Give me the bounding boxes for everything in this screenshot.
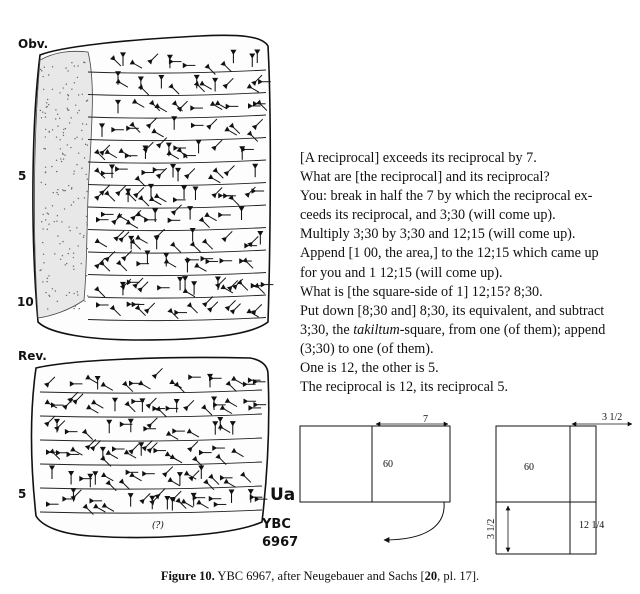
stipple-dot <box>42 242 43 243</box>
stipple-dot <box>76 137 77 138</box>
stipple-dot <box>56 220 57 221</box>
figure-caption <box>0 568 640 584</box>
stipple-dot <box>68 253 69 254</box>
caption-text-before: YBC 6967, after Neugebauer and Sachs [ <box>214 569 425 583</box>
stipple-dot <box>73 269 74 270</box>
stipple-dot <box>82 123 83 124</box>
stipple-dot <box>43 148 44 149</box>
stipple-dot <box>59 118 60 119</box>
left-width-label: 7 <box>423 414 428 425</box>
stipple-dot <box>79 308 80 309</box>
translation-line <box>300 244 625 263</box>
stipple-dot <box>73 308 74 309</box>
stipple-dot <box>86 275 87 276</box>
stipple-dot <box>56 192 57 193</box>
stipple-dot <box>63 87 64 88</box>
translation-line <box>300 302 625 321</box>
figure-label: Figure 10. <box>160 569 215 583</box>
stipple-dot <box>69 230 70 231</box>
stipple-dot <box>42 228 43 229</box>
reverse-outline <box>32 357 269 537</box>
stipple-dot <box>45 207 46 208</box>
stipple-dot <box>67 70 68 71</box>
stipple-dot <box>48 295 49 296</box>
stipple-dot <box>87 248 88 249</box>
stipple-dot <box>62 153 63 154</box>
stipple-dot <box>55 109 56 110</box>
stipple-dot <box>64 208 65 209</box>
line-marker-5: 5 <box>18 169 27 183</box>
stipple-dot <box>65 128 66 129</box>
left-square-a <box>300 426 372 502</box>
stipple-dot <box>52 89 53 90</box>
translation-line <box>300 206 625 225</box>
translation-line-text: Append [1 00, the area,] to the 12;15 which came up <box>300 245 599 262</box>
obverse-label: Obv. <box>18 37 49 51</box>
left-diagram <box>300 414 450 540</box>
translation-line <box>300 168 625 187</box>
caption-ref-number: 20 <box>424 569 438 583</box>
translation-line-text: The reciprocal is 12, its reciprocal 5. <box>300 379 508 396</box>
move-arrow <box>384 502 444 540</box>
stipple-dot <box>87 178 88 179</box>
right-top-label: 3 1/2 <box>602 412 623 423</box>
stipple-dot <box>45 292 46 293</box>
stipple-dot <box>68 226 69 227</box>
stipple-dot <box>57 301 58 302</box>
translation-line <box>300 187 625 206</box>
stipple-dot <box>84 157 85 158</box>
stipple-dot <box>74 138 75 139</box>
stipple-dot <box>47 229 48 230</box>
right-square-label: 12 1/4 <box>579 520 605 531</box>
translation-line <box>300 340 625 359</box>
stipple-dot <box>70 117 71 118</box>
translation-line-text: Multiply 3;30 by 3;30 and 12;15 (will come up). <box>300 226 576 243</box>
stipple-dot <box>69 122 70 123</box>
stipple-dot <box>87 144 88 145</box>
reverse-label: Rev. <box>18 349 47 363</box>
stipple-dot <box>59 243 60 244</box>
stipple-dot <box>47 99 48 100</box>
stipple-dot <box>77 65 78 66</box>
translation-line-text: for you and 1 12;15 (will come up). <box>300 264 503 281</box>
stipple-dot <box>86 222 87 223</box>
stipple-dot <box>67 108 68 109</box>
stipple-dot <box>83 235 84 236</box>
translation-line <box>300 264 625 283</box>
stipple-dot <box>85 144 86 145</box>
stipple-dot <box>87 295 88 296</box>
right-area-label: 60 <box>524 462 534 473</box>
stipple-dot <box>64 154 65 155</box>
right-diagram <box>486 412 632 554</box>
stipple-dot <box>48 213 49 214</box>
stipple-dot <box>47 278 48 279</box>
stipple-dot <box>45 129 46 130</box>
stipple-dot <box>56 136 57 137</box>
stipple-dot <box>78 198 79 199</box>
stipple-dot <box>52 129 53 130</box>
stipple-dot <box>63 135 64 136</box>
caption-text-after: , pl. 17]. <box>437 569 480 583</box>
stipple-dot <box>43 254 44 255</box>
translation-line <box>300 149 625 168</box>
stipple-dot <box>48 131 49 132</box>
stipple-dot <box>57 235 58 236</box>
stipple-dot <box>68 110 69 111</box>
stipple-dot <box>73 252 74 253</box>
stipple-dot <box>71 187 72 188</box>
stipple-dot <box>81 130 82 131</box>
stipple-dot <box>73 293 74 294</box>
stipple-dot <box>61 221 62 222</box>
stipple-dot <box>62 189 63 190</box>
translation-line-text: 3;30, the <box>300 321 354 338</box>
translation-text <box>300 149 625 397</box>
stipple-dot <box>42 111 43 112</box>
stipple-dot <box>60 259 61 260</box>
stipple-dot <box>47 213 48 214</box>
stipple-dot <box>44 66 45 67</box>
stipple-dot <box>59 139 60 140</box>
stipple-dot <box>45 184 46 185</box>
stipple-dot <box>87 224 88 225</box>
stipple-dot <box>77 77 78 78</box>
stipple-dot <box>78 94 79 95</box>
bottom-mark: (?) <box>152 521 164 531</box>
stipple-dot <box>57 215 58 216</box>
stipple-dot <box>77 112 78 113</box>
translation-line-text-cont: -square, from one (of them); append <box>399 321 606 338</box>
stipple-dot <box>45 171 46 172</box>
stipple-dot <box>45 219 46 220</box>
stipple-dot <box>75 306 76 307</box>
stipple-dot <box>66 263 67 264</box>
stipple-dot <box>41 117 42 118</box>
stipple-dot <box>77 294 78 295</box>
stipple-dot <box>65 67 66 68</box>
stipple-dot <box>62 255 63 256</box>
stipple-dot <box>40 110 41 111</box>
stipple-dot <box>41 70 42 71</box>
stipple-dot <box>75 104 76 105</box>
translation-line-text: Put down [8;30 and] 8;30, its equivalent, and subtract <box>300 302 605 319</box>
stipple-dot <box>51 166 52 167</box>
translation-line-text: One is 12, the other is 5. <box>300 360 439 377</box>
stipple-dot <box>57 114 58 115</box>
stipple-dot <box>73 257 74 258</box>
stipple-dot <box>47 308 48 309</box>
stipple-dot <box>41 182 42 183</box>
stipple-dot <box>63 132 64 133</box>
stipple-dot <box>55 118 56 119</box>
stipple-dot <box>87 100 88 101</box>
stipple-dot <box>69 292 70 293</box>
translation-line-text: What are [the reciprocal] and its reciprocal? <box>300 169 550 186</box>
translation-line <box>300 378 625 397</box>
stipple-dot <box>86 191 87 192</box>
translation-line-text: [A reciprocal] exceeds its reciprocal by 7. <box>300 150 537 166</box>
stipple-dot <box>48 74 49 75</box>
stipple-dot <box>63 190 64 191</box>
stipple-dot <box>81 263 82 264</box>
stipple-dot <box>63 158 64 159</box>
stipple-dot <box>73 265 74 266</box>
left-area-label: 60 <box>383 459 393 470</box>
stipple-dot <box>56 171 57 172</box>
line-marker-reverse-5: 5 <box>18 487 27 501</box>
stipple-dot <box>46 281 47 282</box>
stipple-dot <box>81 167 82 168</box>
right-side-label: 3 1/2 <box>486 518 497 539</box>
catalog-id-line1: YBC <box>262 517 291 532</box>
stipple-dot <box>69 248 70 249</box>
stipple-dot <box>45 166 46 167</box>
obverse-damage <box>34 51 92 318</box>
stipple-dot <box>53 192 54 193</box>
translation-term: takiltum <box>353 321 400 338</box>
stipple-dot <box>74 170 75 171</box>
stipple-dot <box>84 62 85 63</box>
stipple-dot <box>39 270 40 271</box>
stipple-dot <box>65 190 66 191</box>
stipple-dot <box>45 136 46 137</box>
stipple-dot <box>79 233 80 234</box>
stipple-dot <box>67 98 68 99</box>
stipple-dot <box>42 214 43 215</box>
stipple-dot <box>48 275 49 276</box>
stipple-dot <box>46 102 47 103</box>
stipple-dot <box>45 148 46 149</box>
geometric-diagrams <box>296 404 636 564</box>
stipple-dot <box>82 94 83 95</box>
stipple-dot <box>60 148 61 149</box>
stipple-dot <box>66 295 67 296</box>
stipple-dot <box>73 201 74 202</box>
stipple-dot <box>67 94 68 95</box>
stipple-dot <box>60 158 61 159</box>
stipple-dot <box>84 197 85 198</box>
translation-line-text: (3;30) to one (of them). <box>300 340 434 357</box>
stipple-dot <box>68 185 69 186</box>
stipple-dot <box>52 288 53 289</box>
translation-line <box>300 283 625 302</box>
stipple-dot <box>61 161 62 162</box>
stipple-dot <box>40 69 41 70</box>
stipple-dot <box>76 164 77 165</box>
stipple-dot <box>73 173 74 174</box>
stipple-dot <box>43 89 44 90</box>
stipple-dot <box>74 65 75 66</box>
stipple-dot <box>55 290 56 291</box>
stipple-dot <box>52 66 53 67</box>
stipple-dot <box>52 205 53 206</box>
stipple-dot <box>78 152 79 153</box>
catalog-id-line2: 6967 <box>262 535 299 550</box>
translation-line-text: You: break in half the 7 by which the reciprocal ex- <box>300 188 593 205</box>
stipple-dot <box>85 174 86 175</box>
stipple-dot <box>45 113 46 114</box>
stipple-dot <box>62 241 63 242</box>
stipple-dot <box>71 204 72 205</box>
stipple-dot <box>56 160 57 161</box>
stipple-dot <box>67 144 68 145</box>
stipple-dot <box>48 223 49 224</box>
stipple-dot <box>57 194 58 195</box>
stipple-dot <box>66 84 67 85</box>
stipple-dot <box>83 237 84 238</box>
translation-line <box>300 321 625 340</box>
stipple-dot <box>46 106 47 107</box>
stipple-dot <box>57 189 58 190</box>
stipple-dot <box>76 227 77 228</box>
stipple-dot <box>45 116 46 117</box>
stipple-dot <box>43 262 44 263</box>
translation-line-text: What is [the square-side of 1] 12;15? 8;30. <box>300 283 543 300</box>
stipple-dot <box>78 110 79 111</box>
translation-line <box>300 225 625 244</box>
stipple-dot <box>42 76 43 77</box>
stipple-dot <box>71 62 72 63</box>
stipple-dot <box>63 129 64 130</box>
stipple-dot <box>65 264 66 265</box>
translation-line <box>300 359 625 378</box>
stipple-dot <box>54 221 55 222</box>
stipple-dot <box>42 281 43 282</box>
stipple-dot <box>48 104 49 105</box>
tablet-drawing <box>0 0 300 565</box>
tablet-tag: Ua <box>270 485 296 505</box>
translation-line-text: ceeds its reciprocal, and 3;30 (will come up). <box>300 207 556 224</box>
stipple-dot <box>78 245 79 246</box>
stipple-dot <box>82 138 83 139</box>
stipple-dot <box>74 82 75 83</box>
stipple-dot <box>41 221 42 222</box>
stipple-dot <box>71 88 72 89</box>
stipple-dot <box>54 253 55 254</box>
stipple-dot <box>86 216 87 217</box>
stipple-dot <box>86 124 87 125</box>
stipple-dot <box>59 92 60 93</box>
stipple-dot <box>70 147 71 148</box>
stipple-dot <box>57 125 58 126</box>
line-marker-10: 10 <box>17 295 34 309</box>
stipple-dot <box>84 301 85 302</box>
right-rect-b <box>570 426 596 502</box>
stipple-dot <box>77 291 78 292</box>
